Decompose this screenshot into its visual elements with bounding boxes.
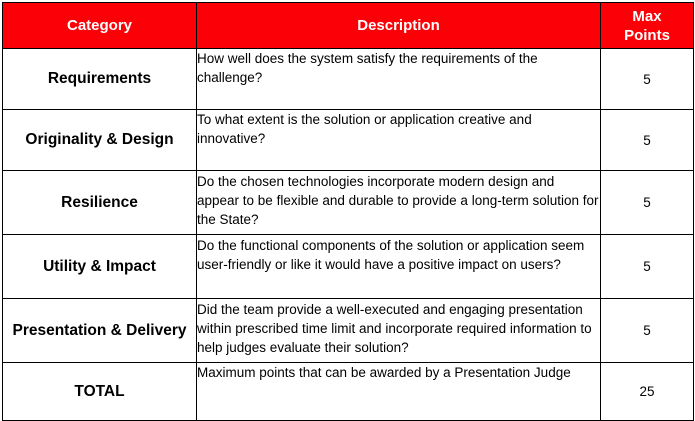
category-cell: TOTAL bbox=[3, 363, 197, 421]
description-cell: To what extent is the solution or application creative and innovative? bbox=[197, 110, 601, 171]
table-row-originality-design bbox=[3, 110, 694, 171]
header-description: Description bbox=[197, 3, 601, 49]
description-cell: How well does the system satisfy the requirements of the challenge? bbox=[197, 49, 601, 110]
header-max-points-line2: Points bbox=[624, 26, 670, 44]
points-cell: 5 bbox=[601, 299, 694, 363]
category-cell: Presentation & Delivery bbox=[3, 299, 197, 363]
scoring-rubric-table bbox=[2, 2, 694, 421]
category-cell: Utility & Impact bbox=[3, 235, 197, 299]
table-row-utility-impact bbox=[3, 235, 694, 299]
header-max-points bbox=[601, 3, 694, 49]
category-cell: Resilience bbox=[3, 171, 197, 235]
table-body bbox=[3, 49, 694, 421]
points-cell: 5 bbox=[601, 49, 694, 110]
category-cell: Originality & Design bbox=[3, 110, 197, 171]
category-cell: Requirements bbox=[3, 49, 197, 110]
description-cell: Maximum points that can be awarded by a Presentation Judge bbox=[197, 363, 601, 421]
table-row-requirements bbox=[3, 49, 694, 110]
points-cell: 25 bbox=[601, 363, 694, 421]
description-cell: Do the chosen technologies incorporate modern design and appear to be flexible and durable to provide a long-term solution for the State? bbox=[197, 171, 601, 235]
table-header bbox=[3, 3, 694, 49]
points-cell: 5 bbox=[601, 171, 694, 235]
points-cell: 5 bbox=[601, 235, 694, 299]
description-cell: Do the functional components of the solution or application seem user-friendly or like it would have a positive impact on users? bbox=[197, 235, 601, 299]
header-max-points-line1: Max bbox=[632, 7, 662, 25]
table-row-resilience bbox=[3, 171, 694, 235]
points-cell: 5 bbox=[601, 110, 694, 171]
header-category: Category bbox=[3, 3, 197, 49]
table-row-total bbox=[3, 363, 694, 421]
table-row-presentation-delivery bbox=[3, 299, 694, 363]
header-row bbox=[3, 3, 694, 49]
description-cell: Did the team provide a well-executed and engaging presentation within prescribed time limit and incorporate required information to help judges evaluate their solution? bbox=[197, 299, 601, 363]
